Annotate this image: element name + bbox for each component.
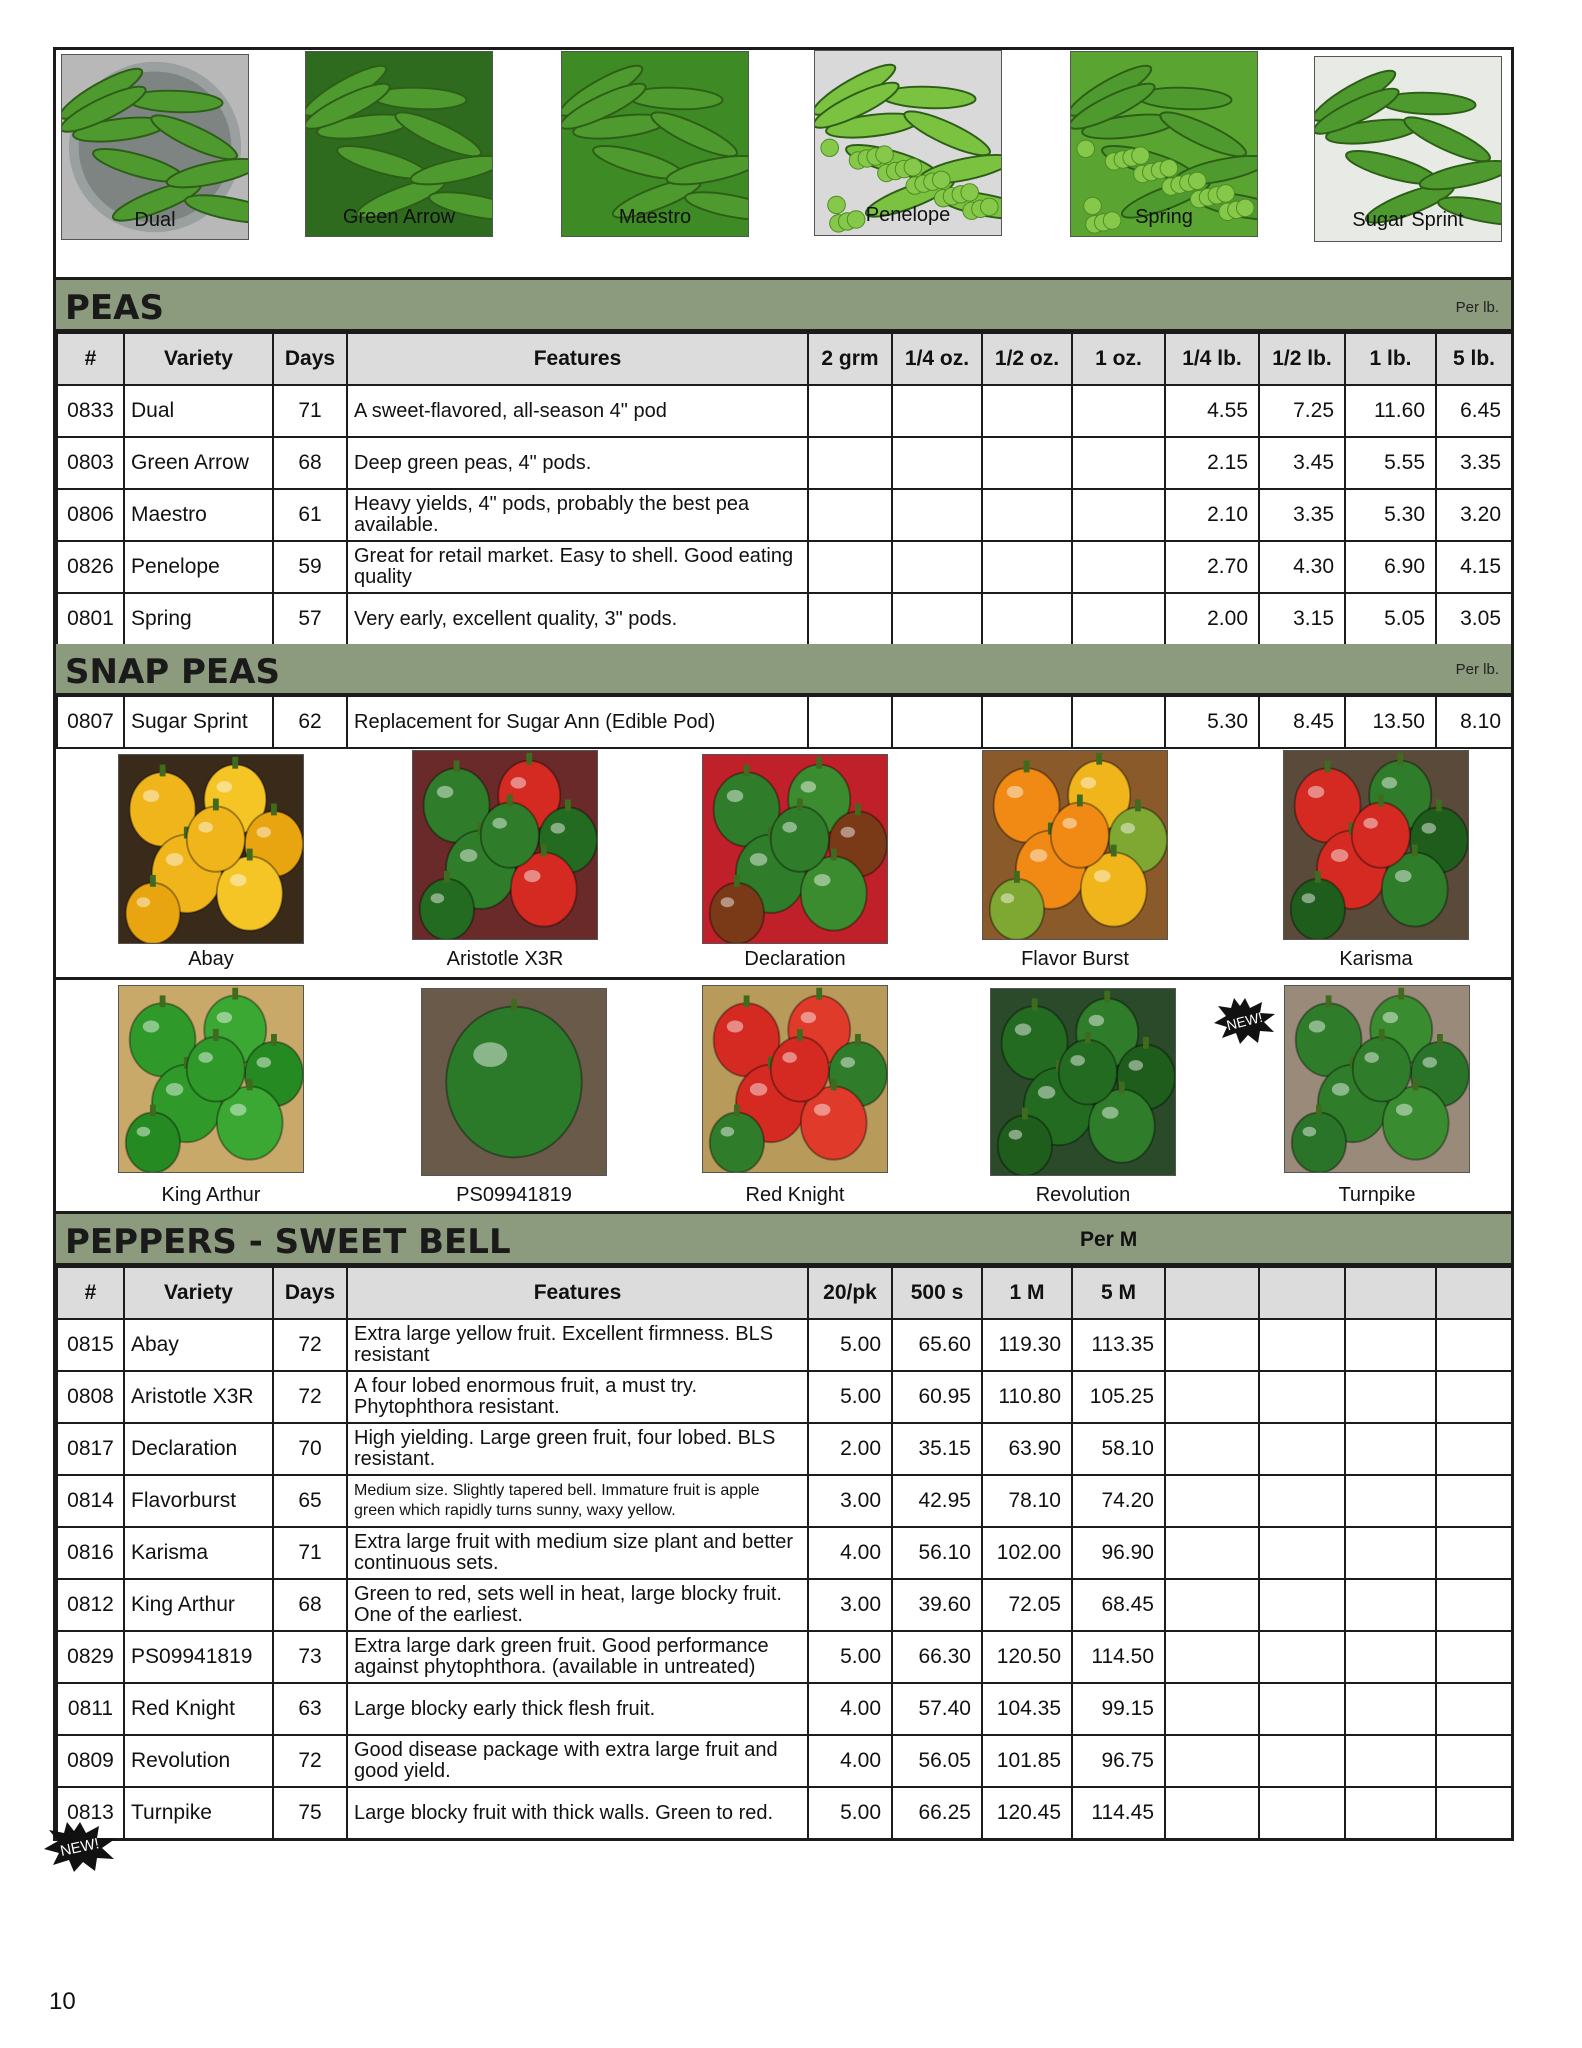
pea-penelope-caption: Penelope	[865, 204, 951, 226]
peppers-empty	[1436, 1371, 1512, 1423]
peas-price-7: 5.55	[1345, 437, 1436, 489]
peas-unit-label: Per lb.	[1455, 299, 1499, 316]
peas-price-2	[892, 489, 982, 541]
peppers-price-2: 66.25	[892, 1787, 982, 1839]
peppers-price-3: 72.05	[982, 1579, 1072, 1631]
peas-col-header-10: 1 lb.	[1345, 333, 1436, 385]
new-badge-photo	[1212, 996, 1278, 1046]
peas-price-6: 3.35	[1259, 489, 1345, 541]
snap-peas-section-header	[56, 644, 1511, 696]
peppers-row	[57, 1631, 1512, 1683]
pepper-declaration-caption: Declaration	[744, 948, 846, 970]
peas-row	[57, 541, 1512, 593]
peppers-price-2: 65.60	[892, 1319, 982, 1371]
peppers-item-number: 0829	[57, 1631, 124, 1683]
peppers-empty	[1165, 1423, 1259, 1475]
pepper-turnpike-photo	[1284, 985, 1470, 1173]
peppers-empty	[1436, 1787, 1512, 1839]
peas-row	[57, 437, 1512, 489]
peas-photo-strip	[56, 50, 1511, 280]
peppers-price-2: 35.15	[892, 1423, 982, 1475]
peas-variety: Penelope	[124, 541, 273, 593]
page-number: 10	[49, 1988, 76, 2015]
peppers-col-header-5: 500 s	[892, 1267, 982, 1319]
peas-price-5: 2.10	[1165, 489, 1259, 541]
peppers-empty	[1165, 1527, 1259, 1579]
snap-peas-price-4	[1072, 696, 1165, 748]
pea-dual-caption: Dual	[134, 209, 176, 231]
peppers-empty	[1436, 1527, 1512, 1579]
snap-peas-price-1	[808, 696, 892, 748]
peppers-features: Green to red, sets well in heat, large blocky fruit. One of the earliest.	[347, 1579, 808, 1631]
peppers-features: Extra large dark green fruit. Good performance against phytophthora. (available in untreated)	[347, 1631, 808, 1683]
pepper-abay-caption: Abay	[188, 948, 234, 970]
peppers-empty	[1259, 1683, 1345, 1735]
peas-price-5: 2.00	[1165, 593, 1259, 645]
peas-price-6: 3.45	[1259, 437, 1345, 489]
snap-peas-variety: Sugar Sprint	[124, 696, 273, 748]
peas-price-1	[808, 437, 892, 489]
peas-title: PEAS	[65, 288, 164, 328]
peppers-price-1: 5.00	[808, 1319, 892, 1371]
peas-col-header-8: 1/4 lb.	[1165, 333, 1259, 385]
peppers-features: Large blocky early thick flesh fruit.	[347, 1683, 808, 1735]
peppers-empty	[1259, 1579, 1345, 1631]
peppers-empty	[1259, 1475, 1345, 1527]
snap-peas-features: Replacement for Sugar Ann (Edible Pod)	[347, 696, 808, 748]
peas-price-6: 4.30	[1259, 541, 1345, 593]
peppers-empty	[1259, 1423, 1345, 1475]
peppers-empty	[1165, 1683, 1259, 1735]
peppers-item-number: 0816	[57, 1527, 124, 1579]
peppers-item-number: 0814	[57, 1475, 124, 1527]
peas-price-2	[892, 385, 982, 437]
peppers-empty	[1165, 1319, 1259, 1371]
pepper-karisma-caption: Karisma	[1339, 948, 1413, 970]
peppers-col-header-11	[1436, 1267, 1512, 1319]
peppers-price-1: 5.00	[808, 1787, 892, 1839]
peppers-item-number: 0808	[57, 1371, 124, 1423]
peppers-empty	[1436, 1631, 1512, 1683]
peppers-days: 75	[273, 1787, 347, 1839]
peas-price-4	[1072, 437, 1165, 489]
pepper-flavor-burst-photo	[982, 750, 1168, 940]
peppers-empty	[1345, 1527, 1436, 1579]
peppers-empty	[1345, 1787, 1436, 1839]
peas-price-3	[982, 541, 1072, 593]
pea-spring-caption: Spring	[1135, 206, 1193, 228]
peppers-variety: Declaration	[124, 1423, 273, 1475]
peas-variety: Green Arrow	[124, 437, 273, 489]
peas-col-header-4: 2 grm	[808, 333, 892, 385]
peppers-price-3: 63.90	[982, 1423, 1072, 1475]
peppers-item-number: 0809	[57, 1735, 124, 1787]
pepper-flavor-burst-caption: Flavor Burst	[1021, 948, 1129, 970]
peppers-row	[57, 1579, 1512, 1631]
snap-peas-price-8: 8.10	[1436, 696, 1512, 748]
peppers-empty	[1345, 1319, 1436, 1371]
peas-col-header-2: Days	[273, 333, 347, 385]
peas-price-1	[808, 541, 892, 593]
peppers-col-header-0: #	[57, 1267, 124, 1319]
peppers-variety: Karisma	[124, 1527, 273, 1579]
peas-features: Deep green peas, 4" pods.	[347, 437, 808, 489]
peppers-col-header-4: 20/pk	[808, 1267, 892, 1319]
snap-peas-table	[56, 695, 1513, 749]
peppers-section-header	[56, 1214, 1511, 1266]
pepper-ps09941819-caption: PS09941819	[456, 1184, 572, 1206]
peppers-price-2: 56.05	[892, 1735, 982, 1787]
peppers-empty	[1345, 1735, 1436, 1787]
pepper-revolution-caption: Revolution	[1035, 1184, 1131, 1206]
peas-features: Very early, excellent quality, 3" pods.	[347, 593, 808, 645]
pepper-ps09941819-photo	[421, 988, 607, 1176]
peppers-price-2: 56.10	[892, 1527, 982, 1579]
peppers-price-2: 42.95	[892, 1475, 982, 1527]
peppers-features: Extra large fruit with medium size plant and better continuous sets.	[347, 1527, 808, 1579]
peppers-price-4: 114.45	[1072, 1787, 1165, 1839]
peas-price-4	[1072, 593, 1165, 645]
peas-price-6: 7.25	[1259, 385, 1345, 437]
peas-features: Great for retail market. Easy to shell. Good eating quality	[347, 541, 808, 593]
peas-item-number: 0833	[57, 385, 124, 437]
new-badge-text: NEW!	[1224, 1008, 1265, 1034]
peppers-price-4: 113.35	[1072, 1319, 1165, 1371]
peppers-empty	[1165, 1735, 1259, 1787]
peppers-price-1: 3.00	[808, 1475, 892, 1527]
peppers-row	[57, 1319, 1512, 1371]
peppers-empty	[1259, 1371, 1345, 1423]
peppers-price-3: 102.00	[982, 1527, 1072, 1579]
peppers-features: Good disease package with extra large fruit and good yield.	[347, 1735, 808, 1787]
peppers-variety: King Arthur	[124, 1579, 273, 1631]
peas-days: 57	[273, 593, 347, 645]
peas-price-8: 3.20	[1436, 489, 1512, 541]
peas-variety: Spring	[124, 593, 273, 645]
peppers-days: 72	[273, 1371, 347, 1423]
peas-price-3	[982, 385, 1072, 437]
snap-peas-item-number: 0807	[57, 696, 124, 748]
peas-price-8: 3.35	[1436, 437, 1512, 489]
peppers-empty	[1436, 1423, 1512, 1475]
peppers-empty	[1345, 1579, 1436, 1631]
peppers-features: Large blocky fruit with thick walls. Green to red.	[347, 1787, 808, 1839]
peas-days: 68	[273, 437, 347, 489]
peas-price-6: 3.15	[1259, 593, 1345, 645]
peas-price-2	[892, 593, 982, 645]
peppers-price-4: 105.25	[1072, 1371, 1165, 1423]
peas-price-4	[1072, 385, 1165, 437]
peppers-price-1: 5.00	[808, 1631, 892, 1683]
peppers-col-header-6: 1 M	[982, 1267, 1072, 1319]
peas-price-7: 11.60	[1345, 385, 1436, 437]
peppers-row	[57, 1683, 1512, 1735]
peppers-unit-label: Per M	[1080, 1228, 1138, 1251]
peas-row	[57, 489, 1512, 541]
peppers-empty	[1436, 1735, 1512, 1787]
pepper-red-knight-photo	[702, 985, 888, 1173]
pepper-photo-row-2	[56, 980, 1511, 1214]
peppers-row	[57, 1735, 1512, 1787]
peppers-price-2: 57.40	[892, 1683, 982, 1735]
peppers-empty	[1436, 1475, 1512, 1527]
peppers-price-3: 120.45	[982, 1787, 1072, 1839]
peppers-item-number: 0817	[57, 1423, 124, 1475]
peppers-price-1: 4.00	[808, 1527, 892, 1579]
peppers-empty	[1259, 1319, 1345, 1371]
peppers-price-4: 114.50	[1072, 1631, 1165, 1683]
pepper-aristotle-x3r-photo	[412, 750, 598, 940]
peppers-features: Extra large yellow fruit. Excellent firmness. BLS resistant	[347, 1319, 808, 1371]
peas-price-4	[1072, 489, 1165, 541]
peppers-empty	[1259, 1631, 1345, 1683]
peppers-price-2: 60.95	[892, 1371, 982, 1423]
peppers-col-header-1: Variety	[124, 1267, 273, 1319]
peppers-empty	[1165, 1787, 1259, 1839]
peppers-header-row	[57, 1267, 1512, 1319]
pepper-red-knight-caption: Red Knight	[745, 1184, 845, 1206]
peas-col-header-3: Features	[347, 333, 808, 385]
peas-price-7: 6.90	[1345, 541, 1436, 593]
peas-price-7: 5.05	[1345, 593, 1436, 645]
snap-peas-price-6: 8.45	[1259, 696, 1345, 748]
peppers-price-4: 96.75	[1072, 1735, 1165, 1787]
peas-price-1	[808, 593, 892, 645]
peas-price-8: 6.45	[1436, 385, 1512, 437]
peppers-price-1: 3.00	[808, 1579, 892, 1631]
peppers-col-header-3: Features	[347, 1267, 808, 1319]
peas-item-number: 0806	[57, 489, 124, 541]
peppers-price-3: 104.35	[982, 1683, 1072, 1735]
peppers-empty	[1345, 1475, 1436, 1527]
peppers-price-4: 68.45	[1072, 1579, 1165, 1631]
peas-price-2	[892, 541, 982, 593]
peppers-price-2: 66.30	[892, 1631, 982, 1683]
peas-days: 71	[273, 385, 347, 437]
pepper-aristotle-x3r-caption: Aristotle X3R	[446, 948, 564, 970]
peas-variety: Dual	[124, 385, 273, 437]
peppers-empty	[1345, 1683, 1436, 1735]
peppers-variety: Flavorburst	[124, 1475, 273, 1527]
peppers-empty	[1436, 1579, 1512, 1631]
new-badge-row	[42, 1820, 118, 1874]
peppers-price-1: 4.00	[808, 1683, 892, 1735]
snap-peas-price-7: 13.50	[1345, 696, 1436, 748]
peppers-days: 63	[273, 1683, 347, 1735]
peppers-empty	[1165, 1475, 1259, 1527]
peas-price-4	[1072, 541, 1165, 593]
new-badge-text-2: NEW!	[58, 1835, 101, 1860]
peas-variety: Maestro	[124, 489, 273, 541]
peppers-item-number: 0815	[57, 1319, 124, 1371]
catalog-sheet	[53, 47, 1514, 1841]
peas-price-8: 4.15	[1436, 541, 1512, 593]
peas-price-7: 5.30	[1345, 489, 1436, 541]
peas-price-1	[808, 385, 892, 437]
peppers-price-4: 58.10	[1072, 1423, 1165, 1475]
peppers-features: High yielding. Large green fruit, four lobed. BLS resistant.	[347, 1423, 808, 1475]
peppers-col-header-2: Days	[273, 1267, 347, 1319]
peppers-days: 68	[273, 1579, 347, 1631]
peppers-col-header-9	[1259, 1267, 1345, 1319]
snap-peas-days: 62	[273, 696, 347, 748]
pepper-king-arthur-photo	[118, 985, 304, 1173]
snap-peas-price-2	[892, 696, 982, 748]
peppers-empty	[1259, 1787, 1345, 1839]
peppers-empty	[1259, 1735, 1345, 1787]
pepper-turnpike-caption: Turnpike	[1338, 1184, 1416, 1206]
peas-price-8: 3.05	[1436, 593, 1512, 645]
snap-peas-price-5: 5.30	[1165, 696, 1259, 748]
peas-price-5: 2.70	[1165, 541, 1259, 593]
peas-col-header-9: 1/2 lb.	[1259, 333, 1345, 385]
peppers-empty	[1165, 1579, 1259, 1631]
peppers-row	[57, 1475, 1512, 1527]
pea-sugar-sprint-caption: Sugar Sprint	[1352, 209, 1464, 231]
peas-price-2	[892, 437, 982, 489]
peppers-variety: Turnpike	[124, 1787, 273, 1839]
peas-price-5: 2.15	[1165, 437, 1259, 489]
peppers-price-1: 4.00	[808, 1735, 892, 1787]
pepper-revolution-photo	[990, 988, 1176, 1176]
peas-item-number: 0826	[57, 541, 124, 593]
peppers-price-1: 2.00	[808, 1423, 892, 1475]
peppers-price-4: 96.90	[1072, 1527, 1165, 1579]
peppers-empty	[1165, 1631, 1259, 1683]
peppers-col-header-8	[1165, 1267, 1259, 1319]
peas-features: A sweet-flavored, all-season 4" pod	[347, 385, 808, 437]
pea-maestro-caption: Maestro	[618, 206, 692, 228]
pepper-karisma-photo	[1283, 750, 1469, 940]
peppers-price-2: 39.60	[892, 1579, 982, 1631]
peppers-empty	[1345, 1631, 1436, 1683]
peppers-price-4: 74.20	[1072, 1475, 1165, 1527]
peas-price-1	[808, 489, 892, 541]
peppers-variety: Abay	[124, 1319, 273, 1371]
peppers-col-header-10	[1345, 1267, 1436, 1319]
peppers-variety: Red Knight	[124, 1683, 273, 1735]
peppers-empty	[1345, 1423, 1436, 1475]
peppers-col-header-7: 5 M	[1072, 1267, 1165, 1319]
peppers-item-number: 0812	[57, 1579, 124, 1631]
peppers-days: 65	[273, 1475, 347, 1527]
peppers-price-3: 120.50	[982, 1631, 1072, 1683]
peppers-features: A four lobed enormous fruit, a must try. Phytophthora resistant.	[347, 1371, 808, 1423]
peas-table	[56, 332, 1513, 646]
peppers-item-number: 0811	[57, 1683, 124, 1735]
peppers-days: 71	[273, 1527, 347, 1579]
peppers-days: 73	[273, 1631, 347, 1683]
peppers-table	[56, 1266, 1513, 1840]
peppers-price-4: 99.15	[1072, 1683, 1165, 1735]
peppers-price-3: 110.80	[982, 1371, 1072, 1423]
peppers-empty	[1436, 1683, 1512, 1735]
peas-col-header-11: 5 lb.	[1436, 333, 1512, 385]
peppers-empty	[1345, 1371, 1436, 1423]
peas-col-header-1: Variety	[124, 333, 273, 385]
peppers-row	[57, 1423, 1512, 1475]
peppers-price-1: 5.00	[808, 1371, 892, 1423]
peppers-variety: PS09941819	[124, 1631, 273, 1683]
snap-peas-unit-label: Per lb.	[1455, 661, 1499, 678]
pepper-photo-row-1	[56, 748, 1511, 980]
peas-price-5: 4.55	[1165, 385, 1259, 437]
pepper-abay-photo	[118, 754, 304, 944]
peppers-row	[57, 1787, 1512, 1839]
peppers-price-3: 101.85	[982, 1735, 1072, 1787]
peppers-features: Medium size. Slightly tapered bell. Immature fruit is apple green which rapidly turns sunny, waxy yellow.	[347, 1475, 808, 1527]
peppers-days: 70	[273, 1423, 347, 1475]
peas-price-3	[982, 489, 1072, 541]
peas-item-number: 0801	[57, 593, 124, 645]
peppers-days: 72	[273, 1735, 347, 1787]
peppers-row	[57, 1527, 1512, 1579]
peas-col-header-7: 1 oz.	[1072, 333, 1165, 385]
pepper-king-arthur-caption: King Arthur	[161, 1184, 261, 1206]
snap-peas-price-3	[982, 696, 1072, 748]
peas-section-header	[56, 280, 1511, 332]
peas-features: Heavy yields, 4" pods, probably the best pea available.	[347, 489, 808, 541]
peas-col-header-6: 1/2 oz.	[982, 333, 1072, 385]
peppers-item-number: 0813	[57, 1787, 124, 1839]
peas-days: 59	[273, 541, 347, 593]
peas-days: 61	[273, 489, 347, 541]
pepper-declaration-photo	[702, 754, 888, 944]
snap-peas-title: SNAP PEAS	[65, 652, 280, 692]
peas-row	[57, 385, 1512, 437]
peppers-variety: Aristotle X3R	[124, 1371, 273, 1423]
peppers-title: PEPPERS - SWEET BELL	[65, 1222, 511, 1262]
peas-price-3	[982, 437, 1072, 489]
peppers-empty	[1436, 1319, 1512, 1371]
peas-header-row	[57, 333, 1512, 385]
pea-green-arrow-caption: Green Arrow	[342, 206, 456, 228]
peas-row	[57, 593, 1512, 645]
peppers-price-3: 78.10	[982, 1475, 1072, 1527]
peppers-empty	[1165, 1371, 1259, 1423]
peppers-empty	[1259, 1527, 1345, 1579]
peppers-row	[57, 1371, 1512, 1423]
snap-peas-row	[57, 696, 1512, 748]
peppers-variety: Revolution	[124, 1735, 273, 1787]
peppers-days: 72	[273, 1319, 347, 1371]
peas-col-header-5: 1/4 oz.	[892, 333, 982, 385]
peppers-price-3: 119.30	[982, 1319, 1072, 1371]
peas-item-number: 0803	[57, 437, 124, 489]
peas-price-3	[982, 593, 1072, 645]
peas-col-header-0: #	[57, 333, 124, 385]
